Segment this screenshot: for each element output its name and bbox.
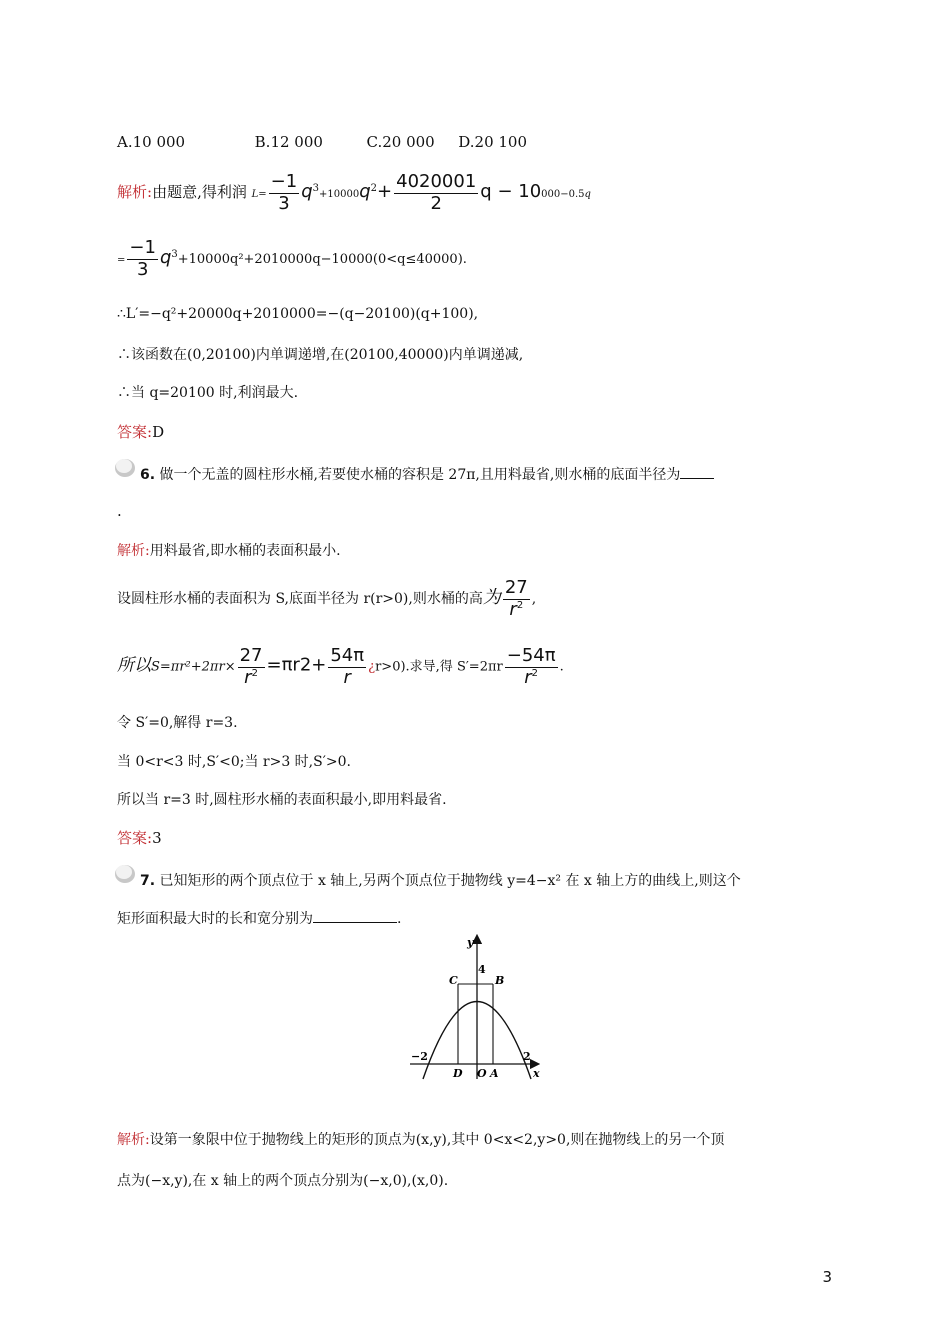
period: . bbox=[397, 911, 402, 927]
q6-text: 所以 bbox=[117, 655, 151, 676]
q6-solution-line-4: 令 S′=0,解得 r=3. bbox=[117, 715, 238, 731]
answer-options bbox=[117, 133, 527, 151]
q6-text: 为 bbox=[482, 587, 501, 609]
label-y: y bbox=[467, 936, 474, 949]
q7-stem-line-2 bbox=[117, 908, 401, 928]
q6-text: =πr2+ bbox=[266, 654, 327, 676]
profit-var: L= bbox=[251, 189, 267, 201]
option-a: A.10 000 bbox=[117, 133, 186, 151]
q5-solution-line-2 bbox=[117, 238, 467, 280]
term: q − 10 bbox=[480, 181, 542, 203]
q7-text: 设第一象限中位于抛物线上的矩形的顶点为(x,y),其中 0<x<2,y>0,则在抛物线上的另一个顶 bbox=[149, 1132, 725, 1148]
jiexi-label: 解析: bbox=[117, 183, 153, 202]
page-number: 3 bbox=[822, 1268, 832, 1286]
label-o: O bbox=[477, 1067, 487, 1080]
q6-stem bbox=[140, 464, 714, 484]
q6-text: 设圆柱形水桶的表面积为 S,底面半径为 r(r>0),则水桶的高 bbox=[117, 591, 483, 608]
answer-label: 答案: bbox=[117, 829, 153, 847]
q6-text: ¿ bbox=[368, 659, 376, 675]
q5-solution-line-5: ∴当 q=20100 时,利润最大. bbox=[117, 385, 299, 401]
fraction-54pi-over-r: $\frac{54\pi}{r}$ bbox=[330, 645, 365, 688]
question-number: 7. bbox=[140, 873, 156, 889]
q6-solution-line-6: 所以当 r=3 时,圆柱形水桶的表面积最小,即用料最省. bbox=[117, 792, 447, 808]
jiexi-label: 解析: bbox=[117, 1132, 150, 1148]
label-c: C bbox=[449, 974, 458, 987]
q5-solution-line-4: ∴该函数在(0,20100)内单调递增,在(20100,40000)内单调递减, bbox=[117, 347, 524, 363]
jiexi-label: 解析: bbox=[117, 543, 150, 559]
label-2: 2 bbox=[523, 1050, 531, 1063]
label-4: 4 bbox=[478, 963, 486, 976]
option-d: D.20 100 bbox=[458, 133, 528, 151]
q6-text: S=πr²+2πr× bbox=[151, 659, 236, 675]
label-neg2: −2 bbox=[411, 1050, 428, 1063]
option-c: C.20 000 bbox=[366, 133, 435, 151]
label-x: x bbox=[533, 1067, 540, 1080]
option-b: B.12 000 bbox=[254, 133, 323, 151]
q7-stem-line-1 bbox=[140, 870, 741, 890]
term: +10000q²+2010000q−10000(0<q≤40000). bbox=[177, 252, 467, 268]
fraction-big: $\frac{4020001}{2}$ bbox=[396, 171, 477, 214]
answer-value: D bbox=[152, 423, 165, 441]
q7-solution-line-2: 点为(−x,y),在 x 轴上的两个顶点分别为(−x,0),(x,0). bbox=[117, 1173, 449, 1189]
answer-value: 3 bbox=[152, 829, 162, 847]
fraction-neg-one-third: $\frac{-1}{3}$ bbox=[270, 171, 298, 214]
answer-blank bbox=[680, 478, 714, 479]
label-a: A bbox=[490, 1067, 499, 1080]
eq: = bbox=[117, 255, 126, 267]
q6-solution-line-2 bbox=[117, 578, 536, 620]
q5-solution-line-1 bbox=[117, 172, 591, 214]
fraction-neg-one-third-2: $\frac{-1}{3}$ bbox=[129, 237, 156, 280]
q7-solution-line-1 bbox=[117, 1129, 724, 1149]
comma: , bbox=[531, 591, 537, 608]
term: +10000 bbox=[319, 189, 360, 201]
question-number: 6. bbox=[140, 467, 156, 483]
exp: 3 bbox=[312, 183, 320, 195]
q6-answer bbox=[117, 827, 162, 848]
exp: 3 bbox=[171, 249, 178, 261]
fraction-neg54pi-over-r2: $\frac{-54\pi}{r^2}$ bbox=[506, 645, 556, 688]
q6-solution-line-3 bbox=[117, 646, 564, 688]
question-marker-icon bbox=[114, 456, 136, 478]
q-var: q bbox=[584, 189, 591, 201]
q6-stem-end: . bbox=[117, 502, 122, 520]
plus: + bbox=[377, 181, 393, 203]
q-var: q bbox=[159, 247, 172, 269]
q5-answer bbox=[117, 421, 164, 442]
q-var: q bbox=[301, 181, 313, 203]
q5-solution-line-3: ∴L′=−q²+20000q+2010000=−(q−20100)(q+100), bbox=[117, 306, 479, 322]
exp: 2 bbox=[370, 183, 378, 195]
answer-label: 答案: bbox=[117, 423, 153, 441]
label-b: B bbox=[495, 974, 505, 987]
q-var: q bbox=[359, 181, 371, 203]
q5-text: 由题意,得利润 bbox=[152, 183, 247, 202]
q7-stem-text: 矩形面积最大时的长和宽分别为 bbox=[117, 911, 313, 927]
q7-stem-text: 已知矩形的两个顶点位于 x 轴上,另两个顶点位于抛物线 y=4−x² 在 x 轴上方的曲线上,则这个 bbox=[159, 873, 741, 889]
q6-text: r>0).求导,得 S′=2πr bbox=[375, 659, 503, 675]
answer-blank bbox=[313, 922, 397, 923]
q6-stem-text: 做一个无盖的圆柱形水桶,若要使水桶的容积是 27π,且用料最省,则水桶的底面半径为 bbox=[159, 467, 681, 483]
label-d: D bbox=[453, 1067, 463, 1080]
term: 000−0.5 bbox=[541, 189, 585, 201]
q6-solution-line-1 bbox=[117, 540, 341, 560]
q6-solution-line-5: 当 0<r<3 时,S′<0;当 r>3 时,S′>0. bbox=[117, 754, 351, 770]
period: . bbox=[559, 659, 564, 675]
fraction-27-over-r2: $\frac{27}{r^2}$ bbox=[504, 577, 528, 620]
q6-text: 用料最省,即水桶的表面积最小. bbox=[149, 543, 341, 559]
question-marker-icon bbox=[114, 862, 136, 884]
fraction-27-over-r2: $\frac{27}{r^2}$ bbox=[239, 645, 263, 688]
parabola-figure bbox=[405, 934, 545, 1084]
